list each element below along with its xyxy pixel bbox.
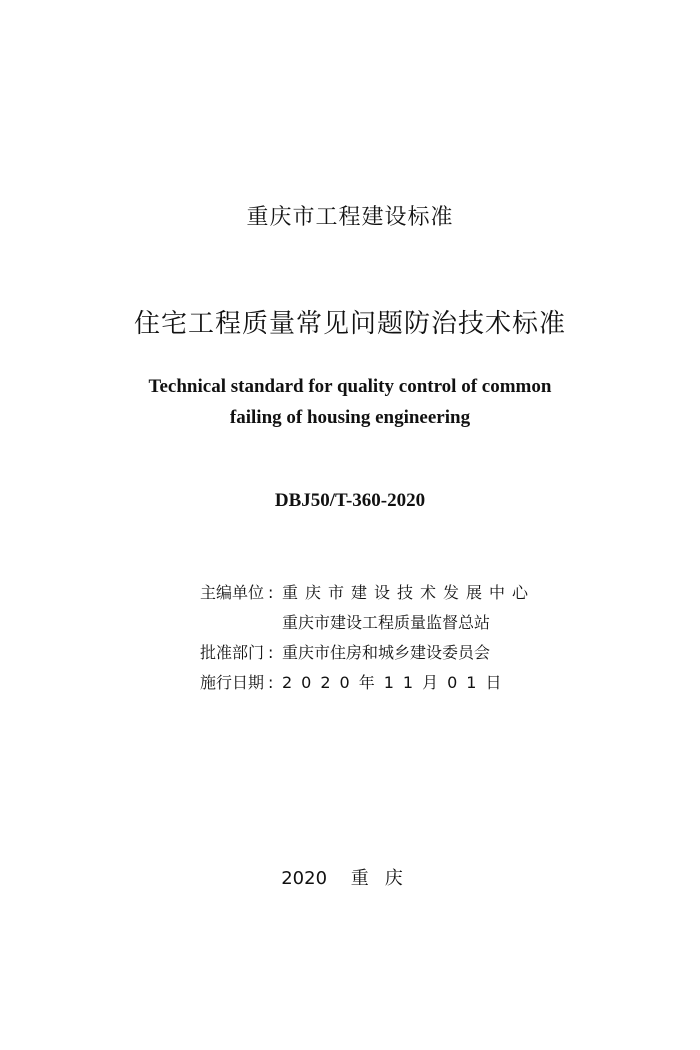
standard-code: DBJ50/T-360-2020 [274, 490, 426, 511]
effective-date-colon: : [268, 673, 274, 692]
english-title [0, 371, 700, 433]
approver-label: 批准部门 [200, 643, 265, 662]
editor-colon: : [268, 583, 274, 602]
publication-city: 重庆 [350, 868, 419, 889]
editor-value-secondary: 重庆市建设工程质量监督总站 [282, 613, 491, 632]
english-title-line-1: Technical standard for quality control of common [148, 376, 552, 397]
editor-row-secondary [200, 608, 560, 638]
approver-row [200, 638, 560, 668]
effective-date-value: 2020年11月01日 [282, 673, 511, 692]
approver-colon: : [268, 643, 274, 662]
effective-date-label: 施行日期 [200, 673, 265, 692]
publication-footer [0, 866, 700, 892]
approver-value: 重庆市住房和城乡建设委员会 [282, 643, 491, 662]
editor-row [200, 578, 560, 608]
editor-value-primary: 重庆市建设技术发展中心 [282, 583, 536, 602]
standard-title: 住宅工程质量常见问题防治技术标准 [133, 309, 566, 339]
series-title: 重庆市工程建设标准 [246, 205, 454, 230]
publication-year: 2020 [281, 868, 328, 889]
editor-label: 主编单位 [200, 583, 265, 602]
effective-date-row [200, 668, 560, 698]
english-title-line-2: failing of housing engineering [229, 407, 471, 428]
publication-info [200, 578, 560, 698]
